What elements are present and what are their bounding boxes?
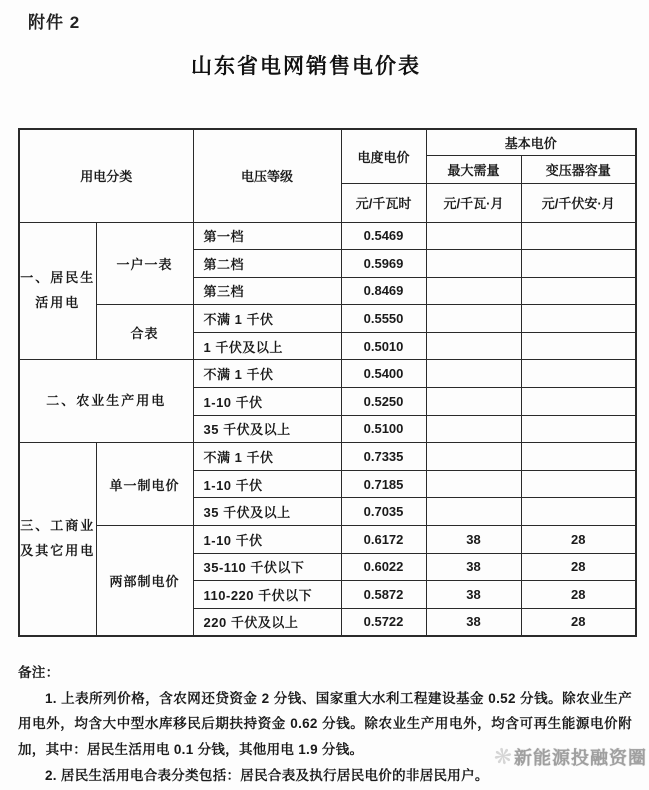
price-cell: 0.5010 [341, 332, 426, 360]
voltage-cell: 第三档 [193, 277, 341, 305]
capacity-cell [521, 222, 636, 250]
price-cell: 0.6172 [341, 526, 426, 554]
unit-max-demand: 元/千瓦·月 [426, 183, 521, 222]
price-cell: 0.7035 [341, 498, 426, 526]
voltage-cell: 35 千伏及以上 [193, 498, 341, 526]
demand-cell [426, 332, 521, 360]
group-residential: 一、居民生活用电 [19, 222, 96, 360]
notes-heading: 备注： [18, 665, 60, 680]
watermark-text: 新能源投融资圈 [514, 748, 647, 768]
note-2: 2. 居民生活用电合表分类包括：居民合表及执行居民电价的非居民用户。 [45, 767, 489, 783]
demand-cell [426, 470, 521, 498]
price-cell: 0.6022 [341, 553, 426, 581]
subgroup-combined-meter: 合表 [96, 305, 193, 360]
demand-cell [426, 360, 521, 388]
col-header-voltage-level: 电压等级 [193, 129, 341, 222]
demand-cell [426, 305, 521, 333]
voltage-cell: 220 千伏及以上 [193, 608, 341, 636]
voltage-cell: 不满 1 千伏 [193, 360, 341, 388]
price-cell: 0.5469 [341, 222, 426, 250]
voltage-cell: 1-10 千伏 [193, 526, 341, 554]
col-header-transformer-capacity: 变压器容量 [521, 155, 636, 183]
watermark-logo-icon: ❋ [491, 742, 515, 771]
voltage-cell: 35-110 千伏以下 [193, 553, 341, 581]
attachment-label: 附件 2 [28, 13, 81, 32]
capacity-cell [521, 360, 636, 388]
demand-cell [426, 277, 521, 305]
demand-cell [426, 443, 521, 471]
demand-cell [426, 498, 521, 526]
price-cell: 0.5969 [341, 250, 426, 278]
voltage-cell: 不满 1 千伏 [193, 305, 341, 333]
col-header-energy-price: 电度电价 [341, 129, 426, 183]
table-row [19, 526, 636, 554]
table-row [19, 360, 636, 388]
unit-energy-price: 元/千瓦时 [341, 183, 426, 222]
demand-cell: 38 [426, 553, 521, 581]
voltage-cell: 不满 1 千伏 [193, 443, 341, 471]
capacity-cell [521, 498, 636, 526]
demand-cell [426, 415, 521, 443]
watermark [491, 742, 647, 771]
page-title: 山东省电网销售电价表 [191, 55, 421, 78]
capacity-cell: 28 [521, 581, 636, 609]
electricity-price-table [18, 128, 637, 637]
capacity-cell [521, 388, 636, 416]
group-industry: 三、工商业及其它用电 [19, 443, 96, 636]
price-cell: 0.5872 [341, 581, 426, 609]
voltage-cell: 35 千伏及以上 [193, 415, 341, 443]
price-cell: 0.5550 [341, 305, 426, 333]
price-cell: 0.7335 [341, 443, 426, 471]
subgroup-two-part-system: 两部制电价 [96, 526, 193, 636]
capacity-cell: 28 [521, 526, 636, 554]
unit-transformer-capacity: 元/千伏安·月 [521, 183, 636, 222]
price-cell: 0.5100 [341, 415, 426, 443]
col-header-basic-price: 基本电价 [426, 129, 636, 155]
voltage-cell: 110-220 千伏以下 [193, 581, 341, 609]
price-cell: 0.8469 [341, 277, 426, 305]
demand-cell [426, 250, 521, 278]
group-agriculture: 二、农业生产用电 [19, 360, 193, 443]
capacity-cell [521, 470, 636, 498]
voltage-cell: 第一档 [193, 222, 341, 250]
demand-cell [426, 222, 521, 250]
demand-cell: 38 [426, 581, 521, 609]
voltage-cell: 1-10 千伏 [193, 388, 341, 416]
capacity-cell [521, 415, 636, 443]
demand-cell: 38 [426, 608, 521, 636]
table-row [19, 222, 636, 250]
voltage-cell: 1-10 千伏 [193, 470, 341, 498]
voltage-cell: 1 千伏及以上 [193, 332, 341, 360]
col-header-max-demand: 最大需量 [426, 155, 521, 183]
price-cell: 0.5250 [341, 388, 426, 416]
demand-cell: 38 [426, 526, 521, 554]
capacity-cell [521, 250, 636, 278]
demand-cell [426, 388, 521, 416]
price-cell: 0.7185 [341, 470, 426, 498]
table-row [19, 443, 636, 471]
voltage-cell: 第二档 [193, 250, 341, 278]
capacity-cell [521, 443, 636, 471]
subgroup-single-system: 单一制电价 [96, 443, 193, 526]
capacity-cell [521, 305, 636, 333]
col-header-usage-class: 用电分类 [19, 129, 193, 222]
note-1: 1. 上表所列价格，含农网还贷资金 2 分钱、国家重大水利工程建设基金 0.52 分钱。除农业生产用电外，均含大中型水库移民后期扶持资金 0.62 分钱。除农业生产用电外，均含可再生能源电价附加，其中：居民生活用电 0.1 分钱，其他用电 1.9 分钱。 [18, 690, 632, 757]
capacity-cell: 28 [521, 553, 636, 581]
capacity-cell: 28 [521, 608, 636, 636]
subgroup-single-meter: 一户一表 [96, 222, 193, 305]
header-row-1 [19, 129, 636, 155]
price-cell: 0.5722 [341, 608, 426, 636]
capacity-cell [521, 277, 636, 305]
price-cell: 0.5400 [341, 360, 426, 388]
table-row [19, 305, 636, 333]
capacity-cell [521, 332, 636, 360]
